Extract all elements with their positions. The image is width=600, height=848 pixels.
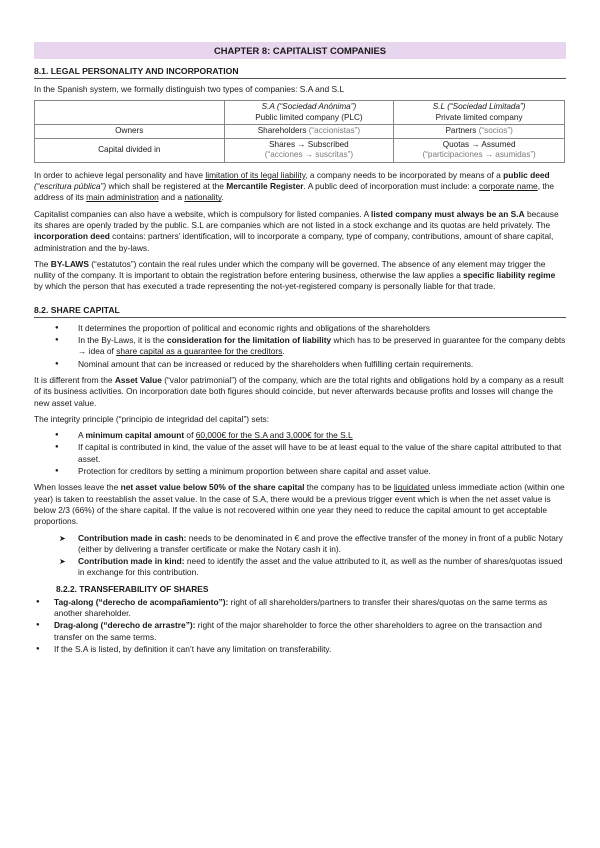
list-item: ● In the By-Laws, it is the consideration for the limitation of liability which has to be preserved in guarantee for the company debts → idea of share capital as a guarantee for the creditors. bbox=[34, 335, 566, 358]
table-cell-capital-sl: Quotas → Assumed (“participaciones → asumidas”) bbox=[394, 138, 565, 162]
paragraph-asset-value: It is different from the Asset Value (“valor patrimonial”) of the company, which are the total rights and obligations hold by a company as a result of its business activities. On incorporation date both figures should coincide, but never afterwards because profits and losses will change the new asset value. bbox=[34, 374, 564, 408]
integrity-principle-list bbox=[34, 430, 566, 477]
table-row-owners bbox=[35, 125, 565, 139]
chapter-title: CHAPTER 8: CAPITALIST COMPANIES bbox=[34, 42, 566, 59]
list-item: ● It determines the proportion of political and economic rights and obligations of the shareholders bbox=[34, 323, 566, 334]
list-item: ➤ Contribution made in kind: need to identify the asset and the value attributed to it, as well as the number of shares/quotas issued in exchange for this contribution. bbox=[34, 556, 566, 579]
contribution-list bbox=[34, 533, 566, 579]
table-cell-owners-label: Owners bbox=[35, 125, 225, 139]
table-cell-sl-header: S.L (“Sociedad Limitada”) Private limited company bbox=[394, 101, 565, 125]
list-item: ● Drag-along (“derecho de arrastre”): right of the major shareholder to force the other shareholders to agree on the transaction and transfer on the same terms. bbox=[34, 620, 566, 643]
list-item: ● If capital is contributed in kind, the value of the asset will have to be at least equal to the value of the share capital attributed to that asset. bbox=[34, 442, 566, 465]
paragraph-by-laws: The BY-LAWS (“estatutos”) contain the real rules under which the company will be governed. The absence of any element may trigger the nullity of the company. It is important to obtain the registration before entering business, otherwise the law applies a specific liability regime by which the person that has executed a trade representing the not-yet-registered company is personally liable for that trade. bbox=[34, 258, 556, 292]
list-item: ● Protection for creditors by setting a minimum proportion between share capital and asset value. bbox=[34, 466, 566, 477]
section-8-2-2-heading: 8.2.2. TRANSFERABILITY OF SHARES bbox=[56, 583, 209, 594]
table-header-row bbox=[35, 101, 565, 125]
table-cell-capital-sa: Shares → Subscribed (“acciones → suscritas”) bbox=[224, 138, 394, 162]
list-item: ● Tag-along (“derecho de acompañamiento”): right of all shareholders/partners to transfer their shares/quotas on the same terms as another shareholder. bbox=[34, 597, 566, 620]
section-8-1-intro: In the Spanish system, we formally distinguish two types of companies: S.A and S.L bbox=[34, 84, 345, 94]
section-8-1-heading: 8.1. LEGAL PERSONALITY AND INCORPORATION bbox=[34, 59, 566, 79]
paragraph-losses: When losses leave the net asset value below 50% of the share capital the company has to be liquidated unless immediate action (within one year) is taken to reestablish the asset value. In the case of S.A, there would be a previous trigger event which is when the net asset value is below 2/3 (66%) of the share capital. If the value is not recovered within one year they need to reduce the capital amount to get acceptable proportions. bbox=[34, 482, 565, 527]
list-item: ● A minimum capital amount of 60,000€ for the S.A and 3,000€ for the S.L bbox=[34, 430, 566, 441]
company-types-table bbox=[34, 100, 565, 163]
paragraph-integrity-principle: The integrity principle (“principio de integridad del capital”) sets: bbox=[34, 413, 270, 424]
paragraph-incorporation: In order to achieve legal personality and have limitation of its legal liability, a company needs to be incorporated by means of a public deed (“escritura pública”) which shall be registered at the Mercantile Register. A public deed of incorporation must include: a corporate name, the address of its main administration and a nationality. bbox=[34, 169, 555, 203]
table-cell-owners-sl: Partners (“socios”) bbox=[394, 125, 565, 139]
list-item: ● If the S.A is listed, by definition it can’t have any limitation on transferability. bbox=[34, 644, 566, 655]
list-item: ➤ Contribution made in cash: needs to be denominated in € and prove the effective transfer of the money in front of a public Notary (either by delivering a transfer certificate or make the Notary cash it in). bbox=[34, 533, 566, 556]
table-row-capital bbox=[35, 138, 565, 162]
list-item: ● Nominal amount that can be increased or reduced by the shareholders when fulfilling certain requirements. bbox=[34, 359, 566, 370]
table-cell-empty bbox=[35, 101, 225, 125]
share-capital-list bbox=[34, 323, 566, 370]
table-cell-sa-header: S.A (“Sociedad Anónima”) Public limited company (PLC) bbox=[224, 101, 394, 125]
table-cell-capital-label: Capital divided in bbox=[35, 138, 225, 162]
table-cell-owners-sa: Shareholders (“accionistas”) bbox=[224, 125, 394, 139]
section-8-2-heading: 8.2. SHARE CAPITAL bbox=[34, 298, 566, 318]
transferability-list bbox=[34, 597, 566, 655]
paragraph-listed-companies: Capitalist companies can also have a website, which is compulsory for listed companies. A listed company must always be an S.A because its shares are openly traded by the public. S.L are companies which are not listed in a stock exchange and its quotas are held privately. The incorporation deed contains: partners’ identification, will to incorporate a company, type of company, contributions, amount of share capital, administration and the by-laws. bbox=[34, 208, 559, 253]
